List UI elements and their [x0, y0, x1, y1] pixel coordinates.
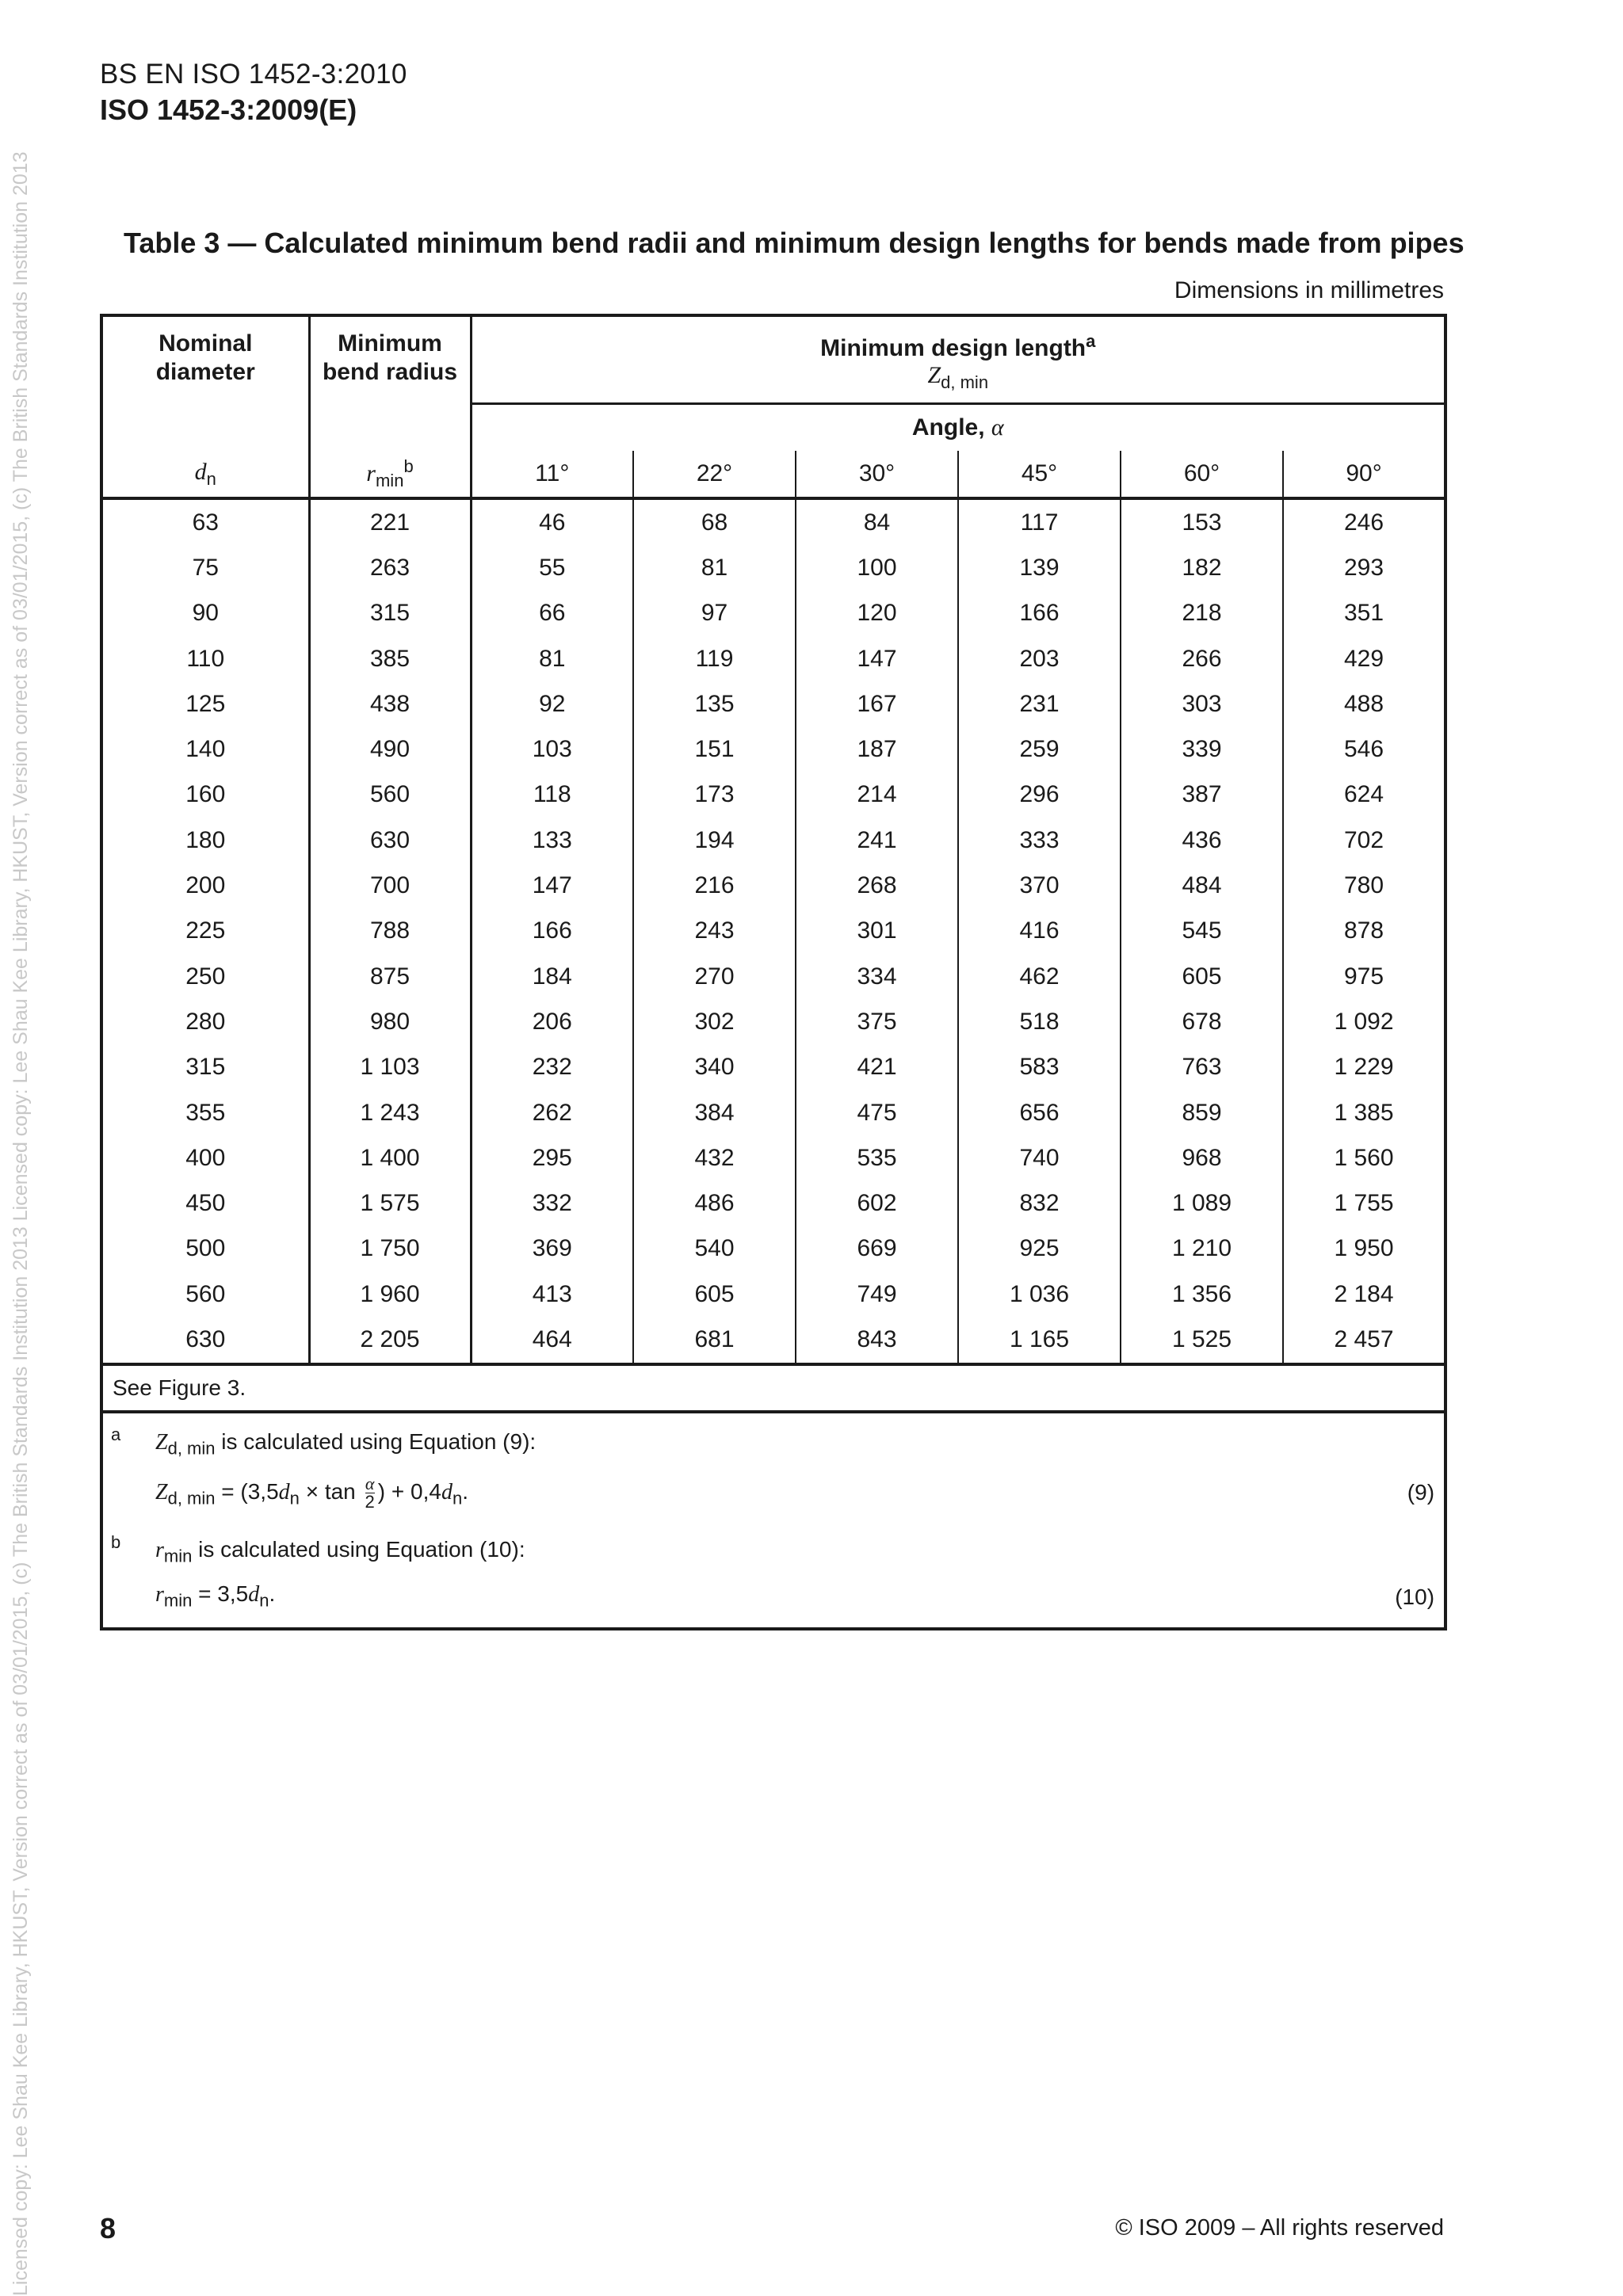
table-row	[101, 772, 1445, 818]
table-cell: 2 205	[309, 1317, 471, 1363]
table-cell: 225	[185, 917, 226, 944]
table-cell: 490	[309, 727, 471, 772]
table-cell: 843	[796, 1317, 958, 1363]
table-cell: 302	[633, 999, 796, 1044]
table-cell: 583	[958, 1045, 1121, 1090]
table-cell: 702	[1283, 818, 1445, 863]
table-cell: 296	[958, 772, 1121, 818]
footnote-a-text: $Z_{d, min}$ is calculated using Equation (9):	[155, 1428, 537, 1459]
table-cell: 925	[958, 1226, 1121, 1272]
table-row	[101, 1090, 1445, 1135]
table-cell: 545	[1121, 909, 1283, 954]
table-row	[101, 545, 1445, 590]
min-bend-radius-header: Minimum bend radius	[309, 315, 471, 451]
table-cell: 1 960	[309, 1272, 471, 1317]
table-cell: 332	[471, 1180, 633, 1226]
table-cell: 518	[958, 999, 1121, 1044]
angle-col-45: 45°	[958, 451, 1121, 498]
table-cell: 180	[185, 826, 226, 853]
table-cell: 182	[1121, 545, 1283, 590]
table-cell: 432	[633, 1135, 796, 1180]
table-cell: 384	[633, 1090, 796, 1135]
table-row	[101, 681, 1445, 727]
footnote-b-mark: b	[111, 1531, 121, 1552]
table-cell: 375	[796, 999, 958, 1044]
table-cell: 259	[958, 727, 1121, 772]
table-cell: 630	[185, 1325, 226, 1352]
table-cell: 464	[471, 1317, 633, 1363]
angle-header: Angle, α	[471, 404, 1445, 452]
table-cell: 103	[471, 727, 633, 772]
table-row	[101, 1317, 1445, 1363]
table-cell: 2 457	[1283, 1317, 1445, 1363]
table-cell: 369	[471, 1226, 633, 1272]
table-cell: 681	[633, 1317, 796, 1363]
table-cell: 1 750	[309, 1226, 471, 1272]
table-cell: 262	[471, 1090, 633, 1135]
table-cell: 133	[471, 818, 633, 863]
table-row	[101, 999, 1445, 1044]
table-cell: 500	[185, 1235, 226, 1262]
table-cell: 416	[958, 909, 1121, 954]
table-cell: 140	[185, 736, 226, 763]
table-cell: 975	[1283, 954, 1445, 999]
table-cell: 340	[633, 1045, 796, 1090]
angle-col-30: 30°	[796, 451, 958, 498]
table-cell: 540	[633, 1226, 796, 1272]
table-cell: 968	[1121, 1135, 1283, 1180]
table-cell: 700	[309, 863, 471, 908]
table-cell: 280	[185, 1008, 226, 1035]
angle-col-60: 60°	[1121, 451, 1283, 498]
table-cell: 55	[471, 545, 633, 590]
table-cell: 1 755	[1283, 1180, 1445, 1226]
table-cell: 740	[958, 1135, 1121, 1180]
page-number: 8	[100, 2212, 116, 2245]
angle-col-90: 90°	[1283, 451, 1445, 498]
table-cell: 560	[309, 772, 471, 818]
table-cell: 75	[192, 554, 219, 581]
table-cell: 120	[796, 591, 958, 636]
table-cell: 125	[185, 690, 226, 717]
nominal-diameter-header: Nominal diameter	[155, 330, 255, 385]
table-cell: 400	[185, 1144, 226, 1171]
table-cell: 241	[796, 818, 958, 863]
table-cell: 475	[796, 1090, 958, 1135]
table-cell: 1 525	[1121, 1317, 1283, 1363]
table-cell: 385	[309, 636, 471, 681]
table-cell: 147	[796, 636, 958, 681]
table-cell: 859	[1121, 1090, 1283, 1135]
table-cell: 90	[192, 600, 219, 627]
table-cell: 266	[1121, 636, 1283, 681]
table-cell: 546	[1283, 727, 1445, 772]
table-cell: 780	[1283, 863, 1445, 908]
table-cell: 678	[1121, 999, 1283, 1044]
table-cell: 194	[633, 818, 796, 863]
table-row	[101, 818, 1445, 863]
footnote-b-text: $r_{min}$ is calculated using Equation (10):	[155, 1536, 525, 1566]
table-cell: 97	[633, 591, 796, 636]
table-cell: 160	[185, 781, 226, 808]
table-cell: 263	[309, 545, 471, 590]
table-cell: 1 092	[1283, 999, 1445, 1044]
standard-bs-code: BS EN ISO 1452-3:2010	[100, 59, 407, 90]
table-cell: 763	[1121, 1045, 1283, 1090]
table-row	[101, 498, 1445, 545]
table-cell: 602	[796, 1180, 958, 1226]
table-cell: 436	[1121, 818, 1283, 863]
table-cell: 315	[185, 1054, 226, 1081]
table-cell: 84	[796, 498, 958, 545]
table-cell: 605	[1121, 954, 1283, 999]
angle-col-22: 22°	[633, 451, 796, 498]
dn-symbol: $d_n$	[194, 458, 216, 489]
table-cell: 1 560	[1283, 1135, 1445, 1180]
table-cell: 669	[796, 1226, 958, 1272]
table-cell: 268	[796, 863, 958, 908]
min-design-length-header: Minimum design length$^a$ $Z_{d, min}$	[471, 315, 1445, 404]
table-cell: 295	[471, 1135, 633, 1180]
table-cell: 231	[958, 681, 1121, 727]
bend-radii-table	[100, 314, 1444, 1630]
table-cell: 438	[309, 681, 471, 727]
table-cell: 167	[796, 681, 958, 727]
table-cell: 1 036	[958, 1272, 1121, 1317]
footnotes	[101, 1412, 1445, 1629]
table-cell: 656	[958, 1090, 1121, 1135]
table-row	[101, 591, 1445, 636]
table-cell: 749	[796, 1272, 958, 1317]
table-cell: 147	[471, 863, 633, 908]
table-cell: 68	[633, 498, 796, 545]
table-cell: 370	[958, 863, 1121, 908]
table-cell: 118	[471, 772, 633, 818]
table-cell: 100	[796, 545, 958, 590]
table-cell: 250	[185, 963, 226, 990]
table-cell: 462	[958, 954, 1121, 999]
table-cell: 1 575	[309, 1180, 471, 1226]
table-cell: 1 089	[1121, 1180, 1283, 1226]
units-note: Dimensions in millimetres	[1174, 277, 1444, 303]
table-row	[101, 1226, 1445, 1272]
table-cell: 1 229	[1283, 1045, 1445, 1090]
table-cell: 81	[471, 636, 633, 681]
angle-col-11: 11°	[471, 451, 633, 498]
table-cell: 63	[192, 509, 219, 536]
table-cell: 135	[633, 681, 796, 727]
table-cell: 203	[958, 636, 1121, 681]
table-cell: 605	[633, 1272, 796, 1317]
table-cell: 333	[958, 818, 1121, 863]
table-row	[101, 909, 1445, 954]
table-cell: 119	[633, 636, 796, 681]
table-cell: 214	[796, 772, 958, 818]
table-cell: 788	[309, 909, 471, 954]
watermark: Licensed copy: Lee Shau Kee Library, HKUST, Version correct as of 03/01/2015, (c) The British Standards Institution 2013 Licensed copy: Lee Shau Kee Library, HKUST, Version correct as of 03/01/2015, (c) The British Standards Institution 2013	[10, 151, 32, 2296]
table-cell: 81	[633, 545, 796, 590]
table-cell: 351	[1283, 591, 1445, 636]
table-cell: 270	[633, 954, 796, 999]
table-cell: 218	[1121, 591, 1283, 636]
table-cell: 110	[186, 645, 225, 672]
table-cell: 301	[796, 909, 958, 954]
table-cell: 1 950	[1283, 1226, 1445, 1272]
table-cell: 243	[633, 909, 796, 954]
table-cell: 1 243	[309, 1090, 471, 1135]
table-cell: 1 103	[309, 1045, 471, 1090]
table-row	[101, 954, 1445, 999]
copyright-notice: © ISO 2009 – All rights reserved	[1115, 2215, 1444, 2241]
equation-9: $Z_{d, min} = (3,5d_n \times \tan$ $\frac{\alpha}{2}$ ) + $0,4d_n$.	[155, 1473, 468, 1512]
table-cell: 1 210	[1121, 1226, 1283, 1272]
table-title: Table 3 — Calculated minimum bend radii and minimum design lengths for bends made from pipes	[124, 227, 1465, 259]
table-cell: 221	[309, 498, 471, 545]
see-figure-note: See Figure 3.	[101, 1364, 1445, 1412]
table-row	[101, 636, 1445, 681]
table-cell: 200	[185, 872, 226, 899]
table-cell: 166	[471, 909, 633, 954]
table-cell: 1 165	[958, 1317, 1121, 1363]
table-row	[101, 863, 1445, 908]
table-cell: 153	[1121, 498, 1283, 545]
table-cell: 184	[471, 954, 633, 999]
table-cell: 187	[796, 727, 958, 772]
table-cell: 980	[309, 999, 471, 1044]
table-cell: 117	[958, 498, 1121, 545]
table-row	[101, 727, 1445, 772]
table-cell: 630	[309, 818, 471, 863]
standard-iso-code: ISO 1452-3:2009(E)	[100, 93, 357, 126]
table-cell: 2 184	[1283, 1272, 1445, 1317]
table-cell: 560	[185, 1280, 226, 1307]
table-cell: 315	[309, 591, 471, 636]
table-cell: 334	[796, 954, 958, 999]
table-cell: 46	[471, 498, 633, 545]
table-cell: 173	[633, 772, 796, 818]
table-cell: 878	[1283, 909, 1445, 954]
table-cell: 484	[1121, 863, 1283, 908]
table-cell: 421	[796, 1045, 958, 1090]
table-cell: 535	[796, 1135, 958, 1180]
equation-9-number: (9)	[1407, 1479, 1435, 1505]
table-cell: 166	[958, 591, 1121, 636]
table-cell: 486	[633, 1180, 796, 1226]
table-cell: 450	[185, 1190, 226, 1217]
table-cell: 875	[309, 954, 471, 999]
table-cell: 66	[471, 591, 633, 636]
table-cell: 303	[1121, 681, 1283, 727]
equation-10-number: (10)	[1395, 1584, 1435, 1609]
table-cell: 92	[471, 681, 633, 727]
table-cell: 1 356	[1121, 1272, 1283, 1317]
table-cell: 488	[1283, 681, 1445, 727]
table-cell: 151	[633, 727, 796, 772]
table-cell: 832	[958, 1180, 1121, 1226]
table-cell: 413	[471, 1272, 633, 1317]
table-cell: 624	[1283, 772, 1445, 818]
table-cell: 293	[1283, 545, 1445, 590]
table-cell: 216	[633, 863, 796, 908]
table-body	[101, 498, 1445, 1364]
footnote-a-mark: a	[111, 1424, 121, 1444]
rmin-symbol: $r_{min}^b$	[309, 451, 471, 498]
table-cell: 206	[471, 999, 633, 1044]
table-row	[101, 1135, 1445, 1180]
table-cell: 139	[958, 545, 1121, 590]
table-row	[101, 1045, 1445, 1090]
table-cell: 1 385	[1283, 1090, 1445, 1135]
equation-10: $r_{min} = 3,5d_n$.	[155, 1581, 276, 1611]
table-cell: 1 400	[309, 1135, 471, 1180]
table-cell: 429	[1283, 636, 1445, 681]
table-cell: 387	[1121, 772, 1283, 818]
table-row	[101, 1272, 1445, 1317]
table-cell: 246	[1283, 498, 1445, 545]
table-row	[101, 1180, 1445, 1226]
table-cell: 339	[1121, 727, 1283, 772]
table-cell: 232	[471, 1045, 633, 1090]
table-cell: 355	[185, 1099, 226, 1126]
